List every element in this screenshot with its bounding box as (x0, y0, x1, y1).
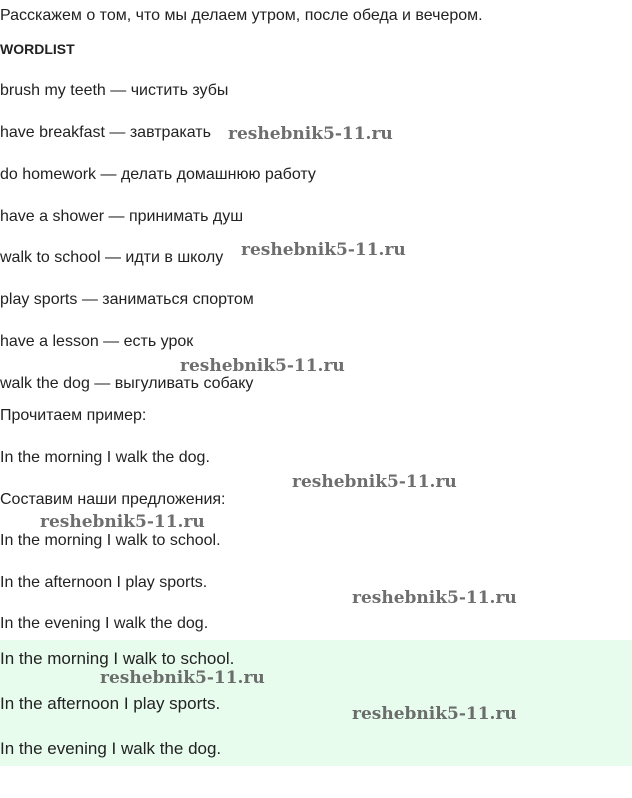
watermark: reshebnik5-11.ru (40, 512, 205, 532)
wordlist-item: do homework — делать домашнюю работу (0, 166, 316, 183)
watermark: reshebnik5-11.ru (228, 124, 393, 144)
wordlist-item: play sports — заниматься спортом (0, 291, 254, 308)
watermark: reshebnik5-11.ru (100, 668, 265, 688)
answer-line: In the morning I walk to school. (0, 649, 235, 668)
wordlist-item: walk to school — идти в школу (0, 249, 224, 266)
example-sentence: In the morning I walk the dog. (0, 449, 210, 466)
wordlist-item: walk the dog — выгуливать собаку (0, 375, 254, 392)
example-label: Прочитаем пример: (0, 407, 147, 424)
watermark: reshebnik5-11.ru (292, 472, 457, 492)
watermark: reshebnik5-11.ru (180, 356, 345, 376)
compose-label: Составим наши предложения: (0, 491, 226, 508)
intro-text: Расскажем о том, что мы делаем утром, после обеда и вечером. (0, 7, 483, 24)
wordlist-item: have breakfast — завтракать (0, 124, 211, 141)
watermark: reshebnik5-11.ru (241, 240, 406, 260)
watermark: reshebnik5-11.ru (352, 588, 517, 608)
wordlist-item: have a shower — принимать душ (0, 208, 244, 225)
wordlist-item: have a lesson — есть урок (0, 333, 194, 350)
wordlist-heading: WORDLIST (0, 41, 75, 57)
answer-line: In the afternoon I play sports. (0, 694, 221, 713)
answer-line: In the evening I walk the dog. (0, 739, 222, 758)
sentence-item: In the morning I walk to school. (0, 532, 221, 549)
answer-box (0, 640, 632, 766)
wordlist-item: brush my teeth — чистить зубы (0, 82, 229, 99)
sentence-item: In the afternoon I play sports. (0, 574, 208, 591)
sentence-item: In the evening I walk the dog. (0, 615, 209, 632)
watermark: reshebnik5-11.ru (352, 704, 517, 724)
